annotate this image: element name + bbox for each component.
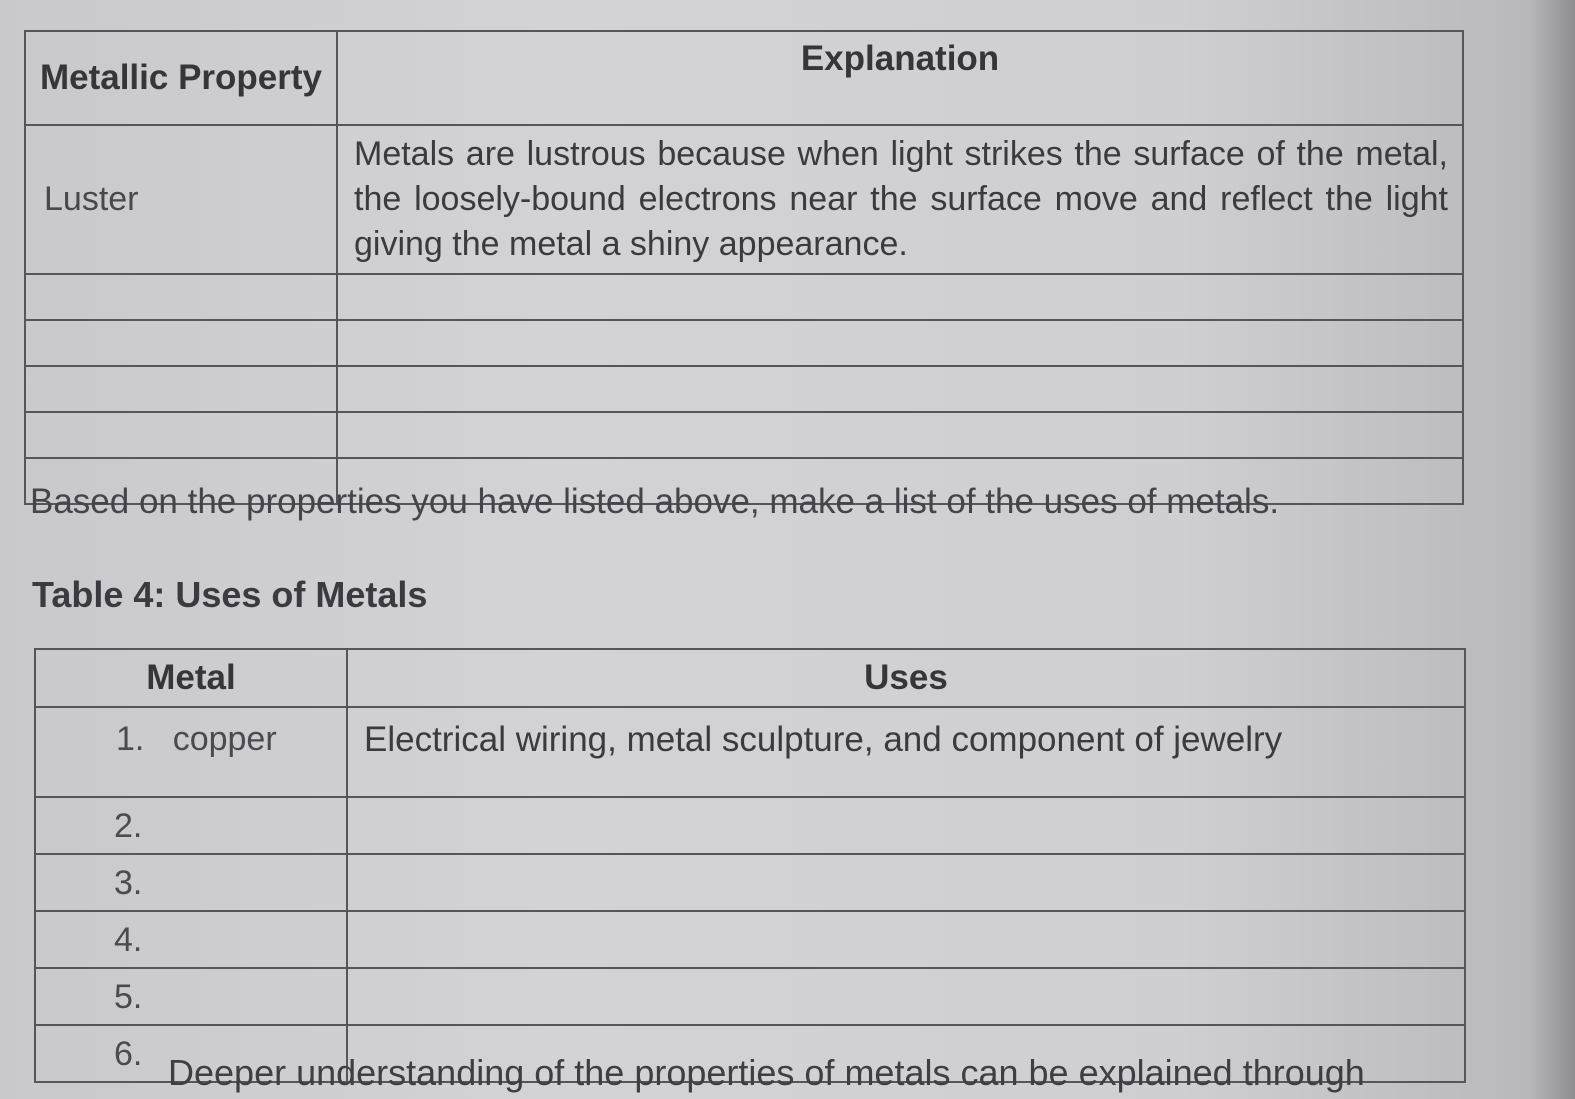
header-uses: Uses (347, 649, 1465, 707)
header-metal: Metal (35, 649, 347, 707)
table-header-row (25, 31, 1463, 125)
table-header-row (35, 649, 1465, 707)
table-row (35, 911, 1465, 968)
explanation-cell: Metals are lustrous because when light strikes the surface of the metal, the loosely-bound electrons near the surface move and reflect the light giving the metal a shiny appearance. (337, 125, 1463, 274)
metal-cell: 1. copper (35, 707, 347, 797)
header-explanation: Explanation (337, 31, 1463, 125)
blank-cell (25, 366, 337, 412)
blank-cell (337, 412, 1463, 458)
uses-cell: Electrical wiring, metal sculpture, and component of jewelry (347, 707, 1465, 797)
metal-cell: 3. (35, 854, 347, 911)
uses-cell (347, 911, 1465, 968)
blank-cell (25, 274, 337, 320)
instruction-text: Based on the properties you have listed above, make a list of the uses of metals. (30, 482, 1280, 521)
uses-cell (347, 854, 1465, 911)
table-row (35, 797, 1465, 854)
metallic-properties-table (24, 30, 1464, 505)
uses-table-title: Table 4: Uses of Metals (32, 574, 428, 615)
blank-cell (337, 320, 1463, 366)
blank-cell (25, 320, 337, 366)
table-row (35, 968, 1465, 1025)
blank-row (25, 412, 1463, 458)
metal-cell: 5. (35, 968, 347, 1025)
property-cell: Luster (25, 125, 337, 274)
footer-paragraph: Deeper understanding of the properties of metals can be explained through (168, 1052, 1365, 1093)
blank-cell (337, 274, 1463, 320)
uses-cell (347, 797, 1465, 854)
uses-cell (347, 968, 1465, 1025)
table-row (35, 707, 1465, 797)
blank-cell (337, 366, 1463, 412)
blank-row (25, 366, 1463, 412)
blank-cell (25, 412, 337, 458)
blank-row (25, 320, 1463, 366)
header-metallic-property: Metallic Property (25, 31, 337, 125)
table-row (25, 125, 1463, 274)
table-row (35, 854, 1465, 911)
blank-row (25, 274, 1463, 320)
metal-cell: 4. (35, 911, 347, 968)
metal-cell: 6. (35, 1025, 347, 1082)
metal-cell: 2. (35, 797, 347, 854)
uses-of-metals-table (34, 648, 1466, 1083)
